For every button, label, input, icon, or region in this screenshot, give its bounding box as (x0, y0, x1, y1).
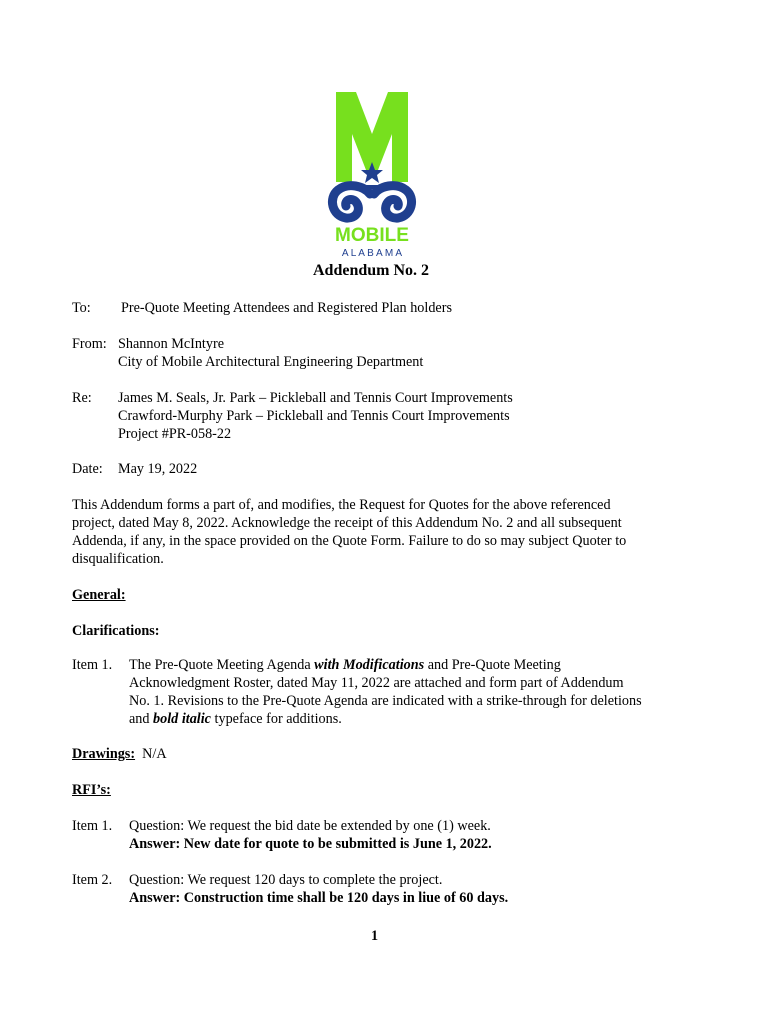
logo-city-name: MOBILE (335, 225, 409, 246)
from-name: Shannon McIntyre (118, 336, 224, 352)
rfi-item-1-question: Question: We request the bid date be extended by one (1) week. (129, 818, 491, 834)
re-project-number: Project #PR-058-22 (118, 426, 232, 442)
rfi-item-1-answer: Answer: New date for quote to be submitted is June 1, 2022. (129, 836, 492, 852)
intro-line-1: This Addendum forms a part of, and modifies, the Request for Quotes for the above referenced (72, 497, 611, 513)
re-line-2: Crawford-Murphy Park – Pickleball and Tennis Court Improvements (118, 408, 510, 424)
logo-scroll-left (332, 186, 370, 218)
clarification-line-4: and bold italic typeface for additions. (129, 711, 342, 727)
general-heading: General: (72, 587, 126, 603)
clarification-line-3: No. 1. Revisions to the Pre-Quote Agenda are indicated with a strike-through for deletions (129, 693, 642, 709)
rfi-item-1-label: Item 1. (72, 818, 113, 834)
page-number: 1 (371, 928, 379, 944)
to-label: To: (72, 300, 91, 316)
clarification-line-2: Acknowledgment Roster, dated May 11, 2022 are attached and form part of Addendum (129, 675, 624, 691)
rfi-item-2-answer: Answer: Construction time shall be 120 days in liue of 60 days. (129, 890, 509, 906)
logo-state-name: A L A B A M A (341, 248, 403, 259)
rfi-item-2-label: Item 2. (72, 872, 113, 888)
from-department: City of Mobile Architectural Engineering Department (118, 354, 424, 370)
page-title: Addendum No. 2 (313, 262, 430, 279)
intro-line-4: disqualification. (72, 551, 164, 567)
re-line-1: James M. Seals, Jr. Park – Pickleball and Tennis Court Improvements (118, 390, 513, 406)
clarification-item-label: Item 1. (72, 657, 113, 673)
clarification-line-1: The Pre-Quote Meeting Agenda with Modifications and Pre-Quote Meeting (129, 657, 561, 673)
drawings-line: Drawings: N/A (72, 746, 167, 762)
clarifications-heading: Clarifications: (72, 623, 160, 639)
from-label: From: (72, 336, 107, 352)
date-label: Date: (72, 461, 103, 477)
rfi-item-2-question: Question: We request 120 days to complete the project. (129, 872, 443, 888)
to-value: Pre-Quote Meeting Attendees and Registered Plan holders (121, 300, 452, 316)
re-label: Re: (72, 390, 92, 406)
city-of-mobile-logo (326, 90, 418, 262)
logo-scroll-right (374, 186, 412, 218)
date-value: May 19, 2022 (118, 461, 198, 477)
intro-line-3: Addenda, if any, in the space provided on the Quote Form. Failure to do so may subject Quoter to (72, 533, 627, 549)
rfis-heading: RFI’s: (72, 782, 111, 798)
intro-line-2: project, dated May 8, 2022. Acknowledge the receipt of this Addendum No. 2 and all subsequent (72, 515, 622, 531)
